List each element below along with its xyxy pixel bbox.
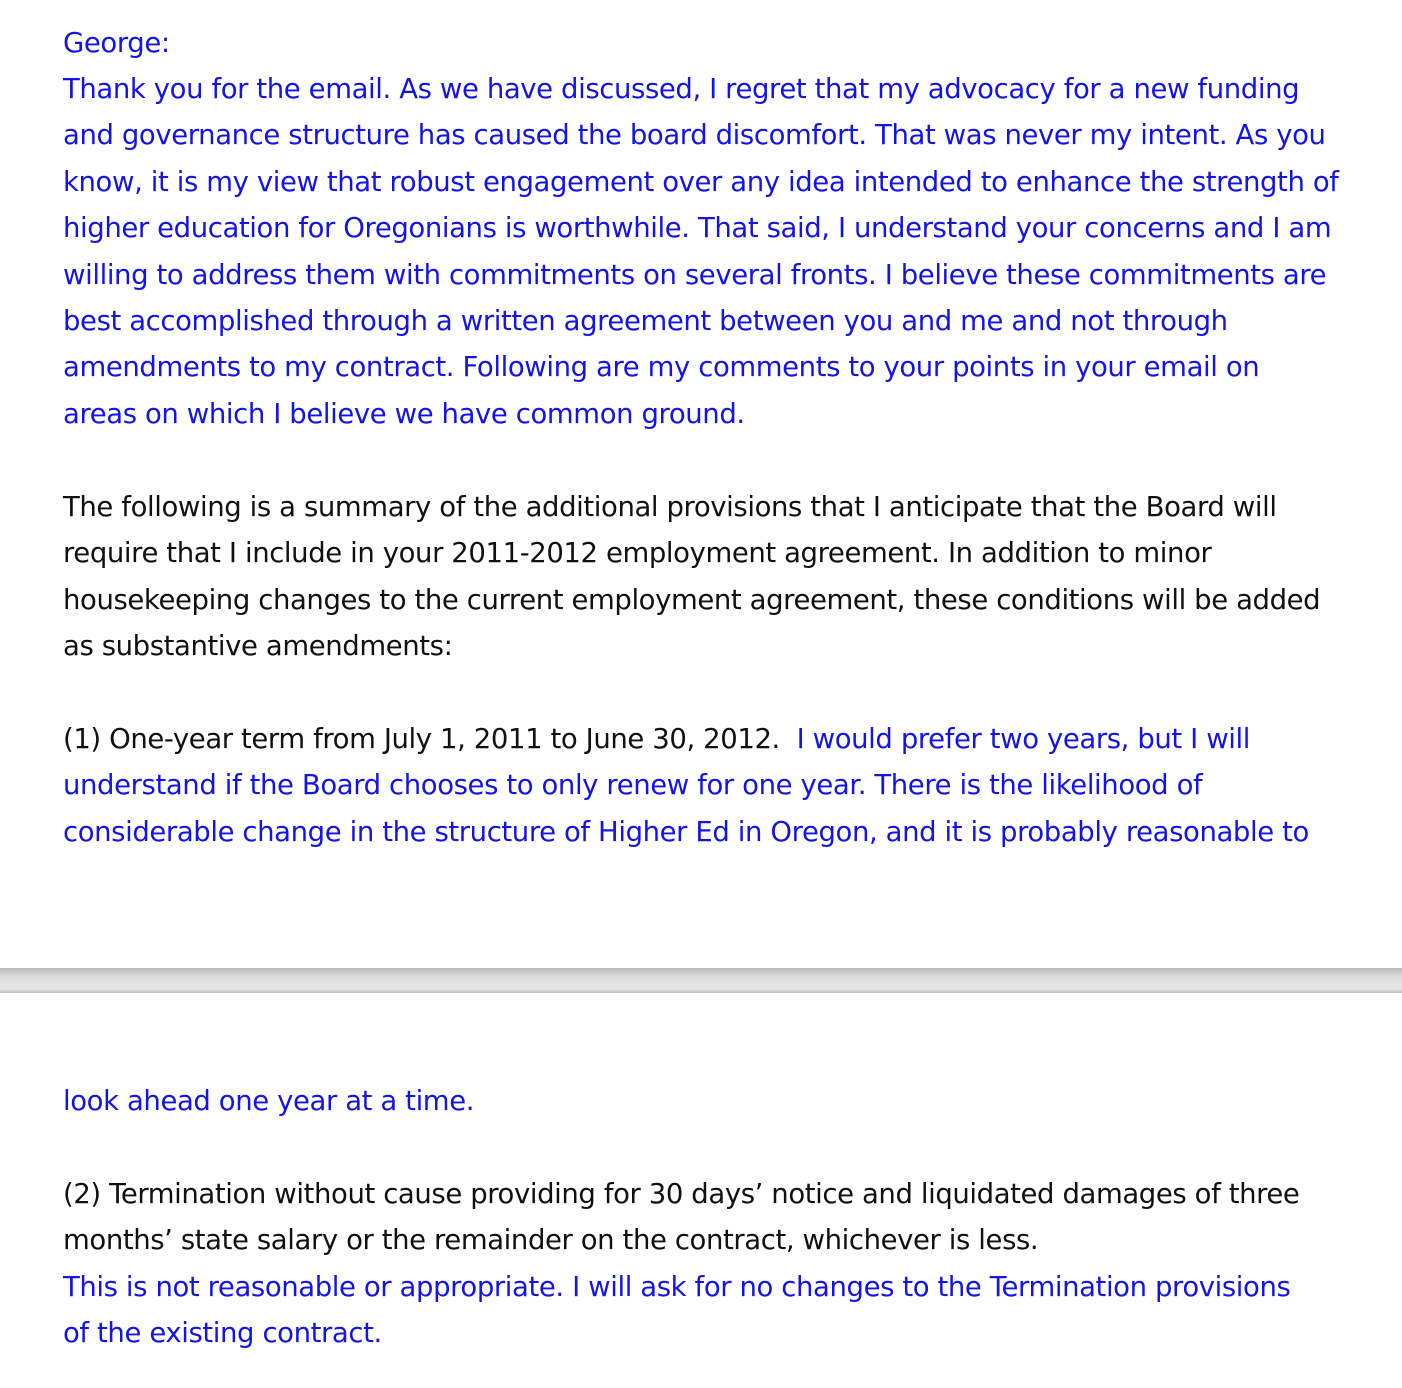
reply-line: amendments to my contract. Following are my comments to your points in your email on [63, 351, 1260, 384]
summary-line: require that I include in your 2011-2012 employment agreement. In addition to minor [63, 537, 1212, 570]
reply-line: know, it is my view that robust engagement over any idea intended to enhance the strength of [63, 165, 1339, 198]
reply-line: willing to address them with commitments on several fronts. I believe these commitments are [63, 258, 1327, 291]
summary-line: housekeeping changes to the current employment agreement, these conditions will be added [63, 583, 1321, 616]
item-1-first-line [63, 716, 1363, 762]
item-2-provision-line: months’ state salary or the remainder on the contract, whichever is less. [63, 1224, 1039, 1257]
item-1-response-line: considerable change in the structure of Higher Ed in Oregon, and it is probably reasonable to [63, 815, 1309, 848]
item-1-provision: (1) One-year term from July 1, 2011 to June 30, 2012. [63, 723, 780, 755]
reply-line: and governance structure has caused the board discomfort. That was never my intent. As you [63, 119, 1326, 152]
reply-paragraph [63, 66, 1363, 437]
reply-line: higher education for Oregonians is worthwhile. That said, I understand your concerns and I am [63, 212, 1332, 245]
summary-paragraph [63, 484, 1363, 670]
summary-line: The following is a summary of the additional provisions that I anticipate that the Board will [63, 491, 1277, 523]
item-2-provision [63, 1171, 1363, 1264]
item-1-response-line: understand if the Board chooses to only renew for one year. There is the likelihood of [63, 769, 1203, 802]
page-break [0, 968, 1402, 993]
item-2-response-line: of the existing contract. [63, 1317, 382, 1350]
item-1-continuation: look ahead one year at a time. [63, 1085, 475, 1117]
item-1-response-start: I would prefer two years, but I will [779, 723, 1251, 755]
reply-line: best accomplished through a written agreement between you and me and not through [63, 304, 1228, 337]
salutation: George: [63, 27, 170, 59]
item-2-response [63, 1264, 1363, 1357]
item-1 [63, 716, 1363, 855]
item-2-provision-line: (2) Termination without cause providing for 30 days’ notice and liquidated damages of three [63, 1178, 1300, 1210]
reply-line: Thank you for the email. As we have discussed, I regret that my advocacy for a new funding [63, 73, 1300, 105]
item-2-response-line: This is not reasonable or appropriate. I will ask for no changes to the Termination provisions [63, 1271, 1291, 1303]
summary-line: as substantive amendments: [63, 630, 453, 663]
document-page-2 [0, 993, 1402, 1388]
reply-line: areas on which I believe we have common ground. [63, 397, 745, 430]
